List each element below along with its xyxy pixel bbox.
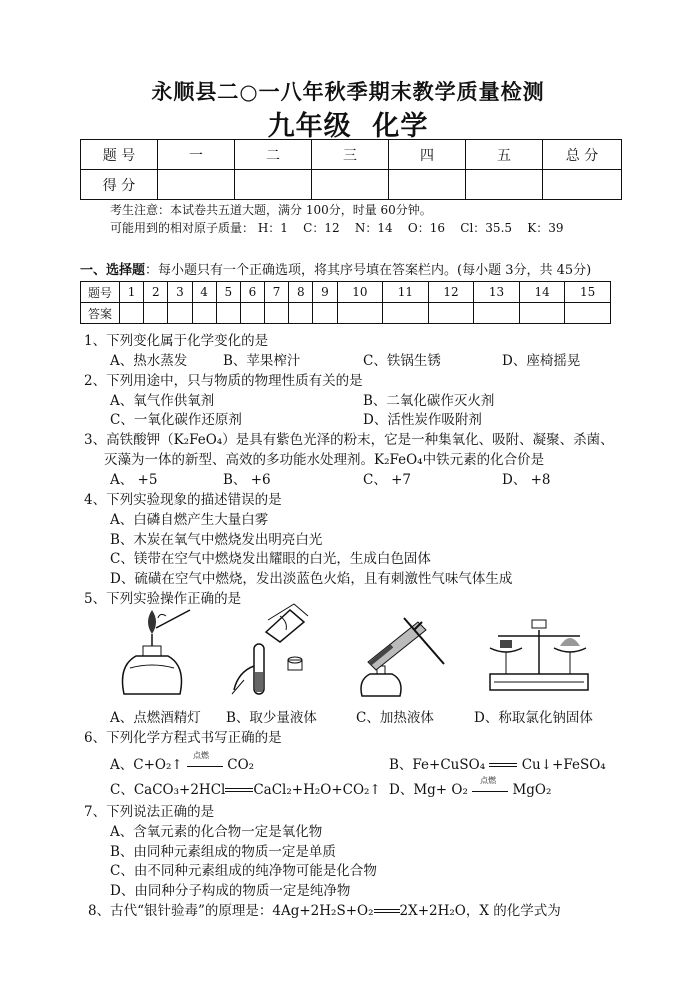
question-number: 3 — [168, 282, 192, 303]
answer-cell[interactable] — [120, 303, 144, 324]
question-number: 5 — [216, 282, 240, 303]
equals-sign — [225, 787, 253, 795]
score-cell[interactable] — [235, 170, 312, 200]
question-number: 10 — [337, 282, 383, 303]
q2-option-a: A、氧气作供氧剂 — [110, 393, 215, 409]
heat-liquid-figure — [348, 614, 448, 700]
answer-cell[interactable] — [337, 303, 383, 324]
balance-figure — [484, 612, 594, 696]
answer-cell[interactable] — [474, 303, 520, 324]
score-table — [80, 139, 622, 200]
exam-notice: 考生注意：本试卷共五道大题，满分 100分，时量 60分钟。 — [110, 203, 432, 217]
answer-cell[interactable] — [144, 303, 168, 324]
atomic-mass-note: 可能用到的相对原子质量： H：1 C：12 N：14 O：16 Cl：35.5 K：39 — [110, 221, 564, 235]
section-heading-bold: 一、选择题 — [80, 263, 146, 278]
q7-option-a: A、含氧元素的化合物一定是氧化物 — [110, 824, 323, 840]
q6-option-b — [389, 753, 606, 773]
score-row-label: 得 分 — [81, 170, 158, 200]
q5-option-d: D、称取氯化钠固体 — [474, 710, 593, 726]
score-header-cell: 五 — [466, 140, 543, 170]
answer-cell[interactable] — [168, 303, 192, 324]
score-header-cell: 一 — [158, 140, 235, 170]
q6-d-reactants: D、Mg+ O₂ — [389, 782, 468, 798]
answer-cell[interactable] — [192, 303, 216, 324]
answer-cell[interactable] — [383, 303, 429, 324]
q6-b-reactants: B、Fe+CuSO₄ — [389, 757, 486, 773]
equals-sign — [374, 908, 400, 916]
question-number: 14 — [519, 282, 565, 303]
q4-option-b: B、木炭在氧气中燃烧发出明亮白光 — [110, 532, 323, 548]
q6-option-c — [110, 778, 381, 798]
question-2-stem: 2、下列用途中，只与物质的物理性质有关的是 — [84, 373, 363, 389]
question-7-stem: 7、下列说法正确的是 — [84, 804, 215, 820]
q8-stem-right: 2X+2H₂O，X 的化学式为 — [399, 903, 561, 919]
q2-option-d: D、活性炭作吸附剂 — [363, 412, 482, 428]
question-5-stem: 5、下列实验操作正确的是 — [84, 591, 242, 607]
score-cell[interactable] — [543, 170, 622, 200]
q1-option-b: B、苹果榨汁 — [223, 353, 301, 369]
question-number: 1 — [120, 282, 144, 303]
q6-b-products: Cu↓+FeSO₄ — [521, 757, 606, 773]
section-heading — [80, 259, 591, 278]
q1-option-a: A、热水蒸发 — [110, 353, 188, 369]
reaction-condition-arrow — [472, 775, 508, 798]
q6-option-a — [110, 750, 255, 773]
score-header-cell: 二 — [235, 140, 312, 170]
question-1-stem: 1、下列变化属于化学变化的是 — [84, 333, 269, 349]
q6-a-products: CO₂ — [227, 757, 255, 773]
question-number: 2 — [144, 282, 168, 303]
q4-option-c: C、镁带在空气中燃烧发出耀眼的白光，生成白色固体 — [110, 551, 431, 567]
question-number: 7 — [265, 282, 289, 303]
question-number: 11 — [383, 282, 429, 303]
q1-option-d: D、座椅摇晃 — [502, 353, 581, 369]
q6-d-products: MgO₂ — [512, 782, 552, 798]
score-header-cell: 题 号 — [81, 140, 158, 170]
score-header-cell: 三 — [312, 140, 389, 170]
q3-option-b: B、 +6 — [223, 472, 271, 488]
score-cell[interactable] — [389, 170, 466, 200]
q7-option-c: C、由不同种元素组成的纯净物可能是化合物 — [110, 863, 377, 879]
q5-option-c: C、加热液体 — [356, 710, 434, 726]
question-3-stem-line2: 灭藻为一体的新型、高效的多功能水处理剂。K₂FeO₄中铁元素的化合价是 — [104, 452, 545, 468]
q7-option-b: B、由同种元素组成的物质一定是单质 — [110, 844, 336, 860]
q6-c-reactants: C、CaCO₃+2HCl — [110, 782, 226, 798]
score-cell[interactable] — [312, 170, 389, 200]
question-number: 9 — [313, 282, 337, 303]
q5-option-b: B、取少量液体 — [226, 710, 317, 726]
q8-stem-left: 8、古代“银针验毒”的原理是：4Ag+2H₂S+O₂ — [88, 903, 374, 919]
question-number: 8 — [289, 282, 313, 303]
q4-option-a: A、白磷自燃产生大量白雾 — [110, 512, 269, 528]
exam-title: 永顺县二○一八年秋季期末教学质量检测 — [151, 79, 545, 104]
answer-row-label: 答案 — [81, 303, 120, 324]
question-3-stem-line1: 3、高铁酸钾（K₂FeO₄）是具有紫色光泽的粉末，它是一种集氧化、吸附、凝聚、杀菌、 — [84, 432, 614, 448]
question-4-stem: 4、下列实验现象的描述错误的是 — [84, 492, 282, 508]
condition-label: 点燃 — [192, 750, 209, 760]
question-number: 4 — [192, 282, 216, 303]
score-cell[interactable] — [466, 170, 543, 200]
answer-table — [80, 281, 611, 324]
q2-option-b: B、二氧化碳作灭火剂 — [363, 393, 495, 409]
answer-cell[interactable] — [519, 303, 565, 324]
answer-cell[interactable] — [265, 303, 289, 324]
q3-option-c: C、 +7 — [363, 472, 412, 488]
reaction-condition-arrow — [187, 750, 223, 773]
q2-option-c: C、一氧化碳作还原剂 — [110, 412, 242, 428]
section-heading-text: ：每小题只有一个正确选项，将其序号填在答案栏内。(每小题 3分，共 45分) — [145, 263, 592, 278]
question-8-stem — [88, 899, 561, 919]
q3-option-d: D、 +8 — [502, 472, 551, 488]
q6-c-products: CaCl₂+H₂O+CO₂↑ — [253, 782, 381, 798]
q3-option-a: A、 +5 — [110, 472, 158, 488]
condition-label: 点燃 — [480, 775, 497, 785]
answer-cell[interactable] — [240, 303, 264, 324]
answer-cell[interactable] — [428, 303, 474, 324]
question-number: 12 — [428, 282, 474, 303]
score-header-cell: 四 — [389, 140, 466, 170]
q6-option-d — [389, 775, 552, 798]
alcohol-lamp-figure — [116, 606, 194, 698]
answer-cell[interactable] — [216, 303, 240, 324]
score-cell[interactable] — [158, 170, 235, 200]
question-number: 6 — [240, 282, 264, 303]
q4-option-d: D、硫磺在空气中燃烧，发出淡蓝色火焰，且有刺激性气味气体生成 — [110, 571, 513, 587]
question-number: 15 — [565, 282, 611, 303]
q1-option-c: C、铁锅生锈 — [363, 353, 441, 369]
equals-sign — [489, 762, 517, 770]
score-header-cell: 总 分 — [543, 140, 622, 170]
q5-option-a: A、点燃酒精灯 — [110, 710, 201, 726]
answer-cell[interactable] — [289, 303, 313, 324]
question-6-stem: 6、下列化学方程式书写正确的是 — [84, 730, 282, 746]
answer-cell[interactable] — [313, 303, 337, 324]
question-number: 13 — [474, 282, 520, 303]
q6-a-reactants: A、C+O₂↑ — [110, 757, 183, 773]
answer-cell[interactable] — [565, 303, 611, 324]
q7-option-d: D、由同种分子构成的物质一定是纯净物 — [110, 883, 351, 899]
pour-liquid-figure — [224, 602, 312, 698]
answer-row-label: 题号 — [81, 282, 120, 303]
exam-subtitle: 九年级 化学 — [267, 111, 429, 142]
